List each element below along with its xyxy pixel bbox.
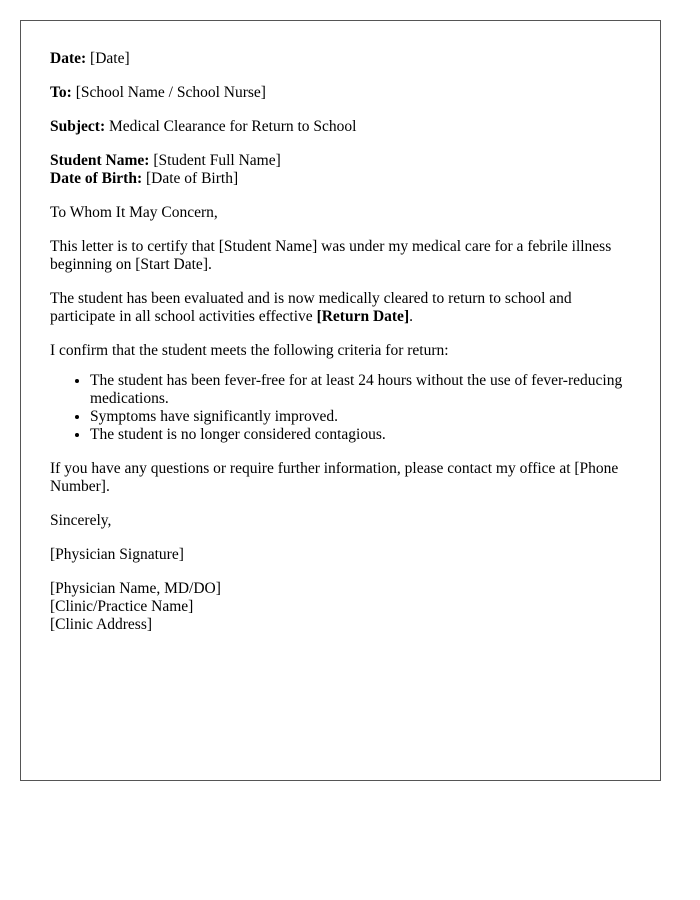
criteria-item: • Symptoms have significantly improved. <box>90 408 640 426</box>
criteria-item: • The student has been fever-free for at least 24 hours without the use of fever-reducing medications. <box>90 372 640 408</box>
dob-value: [Date of Birth] <box>146 170 239 187</box>
subject-value: Medical Clearance for Return to School <box>108 118 357 135</box>
student-name-line <box>50 152 640 170</box>
subject-line <box>50 118 640 136</box>
to-label: To: <box>50 84 72 101</box>
letter-body <box>50 50 640 650</box>
criteria-item: • The student is no longer considered contagious. <box>90 426 640 444</box>
to-value: [School Name / School Nurse] <box>75 84 266 101</box>
clinic-address: [Clinic Address] <box>50 616 153 633</box>
dob-line <box>50 170 640 188</box>
clearance-text: The student has been evaluated and is now medically cleared to return to school and participate in all school activities effective <box>50 290 572 325</box>
dob-label: Date of Birth: <box>50 170 143 187</box>
criteria-intro: I confirm that the student meets the following criteria for return: <box>50 342 449 359</box>
return-date: [Return Date] <box>316 308 410 325</box>
contact-paragraph: If you have any questions or require further information, please contact my office at [Phone Number]. <box>50 460 619 495</box>
criteria-list <box>50 372 640 444</box>
to-line <box>50 84 640 102</box>
student-name-value: [Student Full Name] <box>153 152 281 169</box>
clearance-paragraph <box>50 290 640 326</box>
date-line <box>50 50 640 68</box>
physician-details <box>50 580 640 634</box>
closing: Sincerely, <box>50 512 112 529</box>
subject-label: Subject: <box>50 118 106 135</box>
student-name-label: Student Name: <box>50 152 150 169</box>
date-value: [Date] <box>90 50 130 67</box>
clinic-name: [Clinic/Practice Name] <box>50 598 194 615</box>
physician-name: [Physician Name, MD/DO] <box>50 580 221 597</box>
certification-paragraph: This letter is to certify that [Student Name] was under my medical care for a febrile illness beginning on [Start Date]. <box>50 238 612 273</box>
date-label: Date: <box>50 50 87 67</box>
letter-page <box>20 20 661 781</box>
physician-signature: [Physician Signature] <box>50 546 184 563</box>
salutation: To Whom It May Concern, <box>50 204 218 221</box>
clearance-end: . <box>409 308 413 325</box>
